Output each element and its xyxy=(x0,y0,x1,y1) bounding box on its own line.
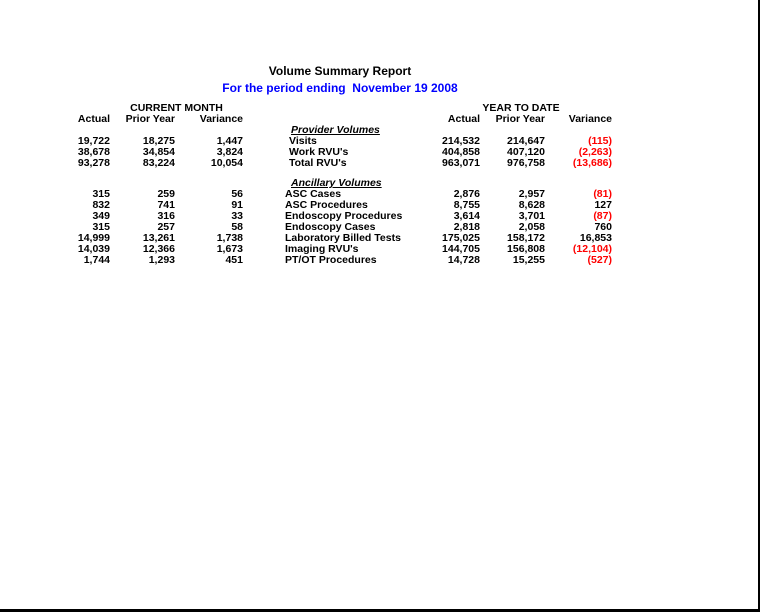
cm-prior-year-header: Prior Year xyxy=(125,113,175,125)
ytd-prior-year: 158,172 xyxy=(507,232,545,244)
ytd-variance: 127 xyxy=(594,199,612,211)
ytd-variance: 760 xyxy=(594,221,612,233)
row-label: ASC Procedures xyxy=(285,199,368,211)
row-label: Visits xyxy=(289,135,317,147)
cm-actual: 38,678 xyxy=(77,146,110,158)
ytd-actual: 8,755 xyxy=(453,199,480,211)
cm-prior-year: 83,224 xyxy=(142,157,175,169)
cm-variance: 3,824 xyxy=(216,146,243,158)
cm-actual: 1,744 xyxy=(83,254,110,266)
row-label: Imaging RVU's xyxy=(285,243,359,255)
ytd-prior-year: 15,255 xyxy=(512,254,545,266)
cm-variance: 10,054 xyxy=(210,157,243,169)
current-month-group-header: CURRENT MONTH xyxy=(130,102,223,114)
cm-actual: 832 xyxy=(92,199,110,211)
cm-actual: 349 xyxy=(92,210,110,222)
title-block xyxy=(0,64,680,95)
row-label: Laboratory Billed Tests xyxy=(285,232,401,244)
cm-variance: 58 xyxy=(231,221,243,233)
year-to-date-group-header: YEAR TO DATE xyxy=(482,102,560,114)
cm-prior-year: 1,293 xyxy=(148,254,175,266)
ytd-actual: 3,614 xyxy=(453,210,480,222)
report-title: Volume Summary Report xyxy=(268,64,412,78)
ytd-variance: (81) xyxy=(593,188,612,200)
section-title: Provider Volumes xyxy=(291,124,380,136)
cm-variance: 1,738 xyxy=(216,232,243,244)
top-margin xyxy=(0,0,758,64)
cm-prior-year: 259 xyxy=(157,188,175,200)
column-header-row xyxy=(40,114,758,125)
ytd-prior-year: 976,758 xyxy=(507,157,545,169)
ytd-variance: (13,686) xyxy=(572,157,612,169)
ytd-variance: (2,263) xyxy=(578,146,612,158)
cm-prior-year: 741 xyxy=(157,199,175,211)
cm-variance: 91 xyxy=(231,199,243,211)
ytd-variance: (12,104) xyxy=(572,243,612,255)
ytd-actual-header: Actual xyxy=(447,113,480,125)
cm-prior-year: 12,366 xyxy=(142,243,175,255)
section-title: Ancillary Volumes xyxy=(291,177,382,189)
report-body xyxy=(0,125,758,266)
cm-variance: 33 xyxy=(231,210,243,222)
row-label: Endoscopy Procedures xyxy=(285,210,403,222)
ytd-actual: 214,532 xyxy=(442,135,480,147)
row-label: PT/OT Procedures xyxy=(285,254,377,266)
ytd-actual: 404,858 xyxy=(442,146,480,158)
report-row xyxy=(40,158,758,169)
cm-variance: 1,673 xyxy=(216,243,243,255)
ytd-variance-header: Variance xyxy=(568,113,612,125)
ytd-prior-year: 8,628 xyxy=(518,199,545,211)
ytd-variance: (527) xyxy=(587,254,612,266)
cm-prior-year: 18,275 xyxy=(142,135,175,147)
report-row xyxy=(40,189,758,200)
cm-actual: 315 xyxy=(92,188,110,200)
cm-actual: 14,039 xyxy=(77,243,110,255)
cm-prior-year: 34,854 xyxy=(142,146,175,158)
cm-actual: 93,278 xyxy=(77,157,110,169)
section-header-row xyxy=(40,178,758,189)
ytd-prior-year-header: Prior Year xyxy=(495,113,545,125)
report-row xyxy=(40,244,758,255)
report-subtitle: For the period ending November 19 2008 xyxy=(222,81,458,95)
ytd-actual: 144,705 xyxy=(442,243,480,255)
cm-prior-year: 257 xyxy=(157,221,175,233)
cm-actual: 315 xyxy=(92,221,110,233)
cm-variance: 451 xyxy=(225,254,243,266)
ytd-actual: 2,876 xyxy=(453,188,480,200)
ytd-prior-year: 2,058 xyxy=(518,221,545,233)
ytd-variance: (87) xyxy=(593,210,612,222)
cm-prior-year: 13,261 xyxy=(142,232,175,244)
cm-actual: 19,722 xyxy=(77,135,110,147)
report-row xyxy=(40,211,758,222)
ytd-actual: 2,818 xyxy=(453,221,480,233)
row-label: Work RVU's xyxy=(289,146,349,158)
ytd-variance: 16,853 xyxy=(579,232,612,244)
ytd-actual: 175,025 xyxy=(442,232,480,244)
row-label: ASC Cases xyxy=(285,188,342,200)
ytd-prior-year: 407,120 xyxy=(507,146,545,158)
ytd-actual: 14,728 xyxy=(447,254,480,266)
row-label: Total RVU's xyxy=(289,157,347,169)
report-row xyxy=(40,255,758,266)
subtitle-spacer xyxy=(0,95,758,103)
ytd-prior-year: 3,701 xyxy=(518,210,545,222)
cm-prior-year: 316 xyxy=(157,210,175,222)
ytd-actual: 963,071 xyxy=(442,157,480,169)
ytd-prior-year: 2,957 xyxy=(518,188,545,200)
cm-variance-header: Variance xyxy=(199,113,243,125)
cm-variance: 56 xyxy=(231,188,243,200)
ytd-prior-year: 214,647 xyxy=(507,135,545,147)
ytd-variance: (115) xyxy=(588,135,612,147)
ytd-prior-year: 156,808 xyxy=(507,243,545,255)
cm-variance: 1,447 xyxy=(216,135,243,147)
cm-actual: 14,999 xyxy=(77,232,110,244)
row-label: Endoscopy Cases xyxy=(285,221,376,233)
cm-actual-header: Actual xyxy=(77,113,110,125)
